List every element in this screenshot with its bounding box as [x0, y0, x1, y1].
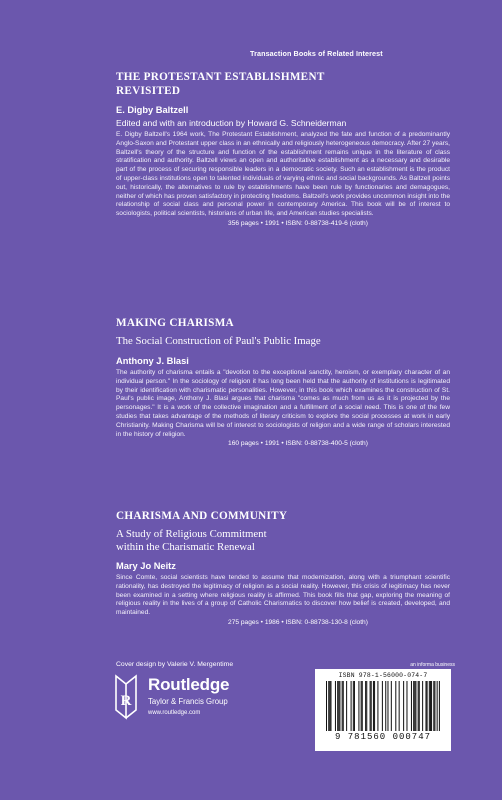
barcode-bar [335, 681, 336, 731]
barcode-bar [346, 681, 347, 731]
barcode-bar [433, 681, 434, 731]
barcode-bar [415, 681, 416, 731]
book-description: Since Comte, social scientists have tended to assume that modernization, along with a triumphant scientific rationality, has destroyed the legitimacy of religion as a social reality. However, this crisis of legitimacy has never been examined in a setting where religious reality is affirmed. This book fills that gap, exploring the meaning of religious reality in the lives of a group of Catholic Charismatics to discover how belief is created, developed, and maintained. [116, 574, 450, 617]
routledge-logo-icon [112, 674, 140, 722]
barcode-bar [419, 681, 420, 731]
book-subtitle-line: The Social Construction of Paul's Public Image [116, 335, 321, 347]
barcode-bar [371, 681, 372, 731]
publisher-logo [112, 670, 262, 730]
barcode-bar [434, 681, 435, 731]
barcode-bar [395, 681, 396, 731]
publisher-website: www.routledge.com [148, 710, 201, 716]
barcode-bar [370, 681, 371, 731]
book-subtitle-line: A Study of Religious Commitment [116, 528, 267, 540]
book-description: The authority of charisma entails a "devotion to the exceptional sanctity, heroism, or exemplary character of an individual person." In the sociology of religion it has long been held that the authority of institutions is legitimated by their identification with charismatic personalities. However, in this book which examines the construction of St. Paul's public image, Anthony J. Blasi argues that charisma "comes as much from us as it is projected by the personages." It is a work of the collective imagination and a fulfillment of a social need. This is one of the few studies that takes advantage of the methods of literary criticism to explore the social processes at work in early Christianity. Making Charisma will be of interest to sociologists of religion and a wide range of scholars interested in the history of religion. [116, 369, 450, 438]
barcode-bar [366, 681, 367, 731]
book-meta: 356 pages • 1991 • ISBN: 0-88738-419-6 (cloth) [228, 219, 368, 227]
book-author: E. Digby Baltzell [116, 105, 189, 115]
barcode [315, 669, 451, 751]
barcode-bar [391, 681, 392, 731]
barcode-bar [399, 681, 400, 731]
barcode-bar [342, 681, 343, 731]
barcode-label: an informa business [410, 662, 455, 668]
barcode-bar [328, 681, 329, 731]
barcode-block [315, 662, 455, 751]
barcode-bar [365, 681, 366, 731]
barcode-bar [431, 681, 432, 731]
barcode-bar [439, 681, 440, 731]
barcode-bar [353, 681, 354, 731]
barcode-bar [338, 681, 339, 731]
barcode-bar [374, 681, 375, 731]
book-subtitle-line: within the Charismatic Renewal [116, 541, 255, 553]
barcode-bar [413, 681, 414, 731]
book-title [116, 509, 450, 523]
logo-letter: R [120, 693, 132, 709]
barcode-bar [430, 681, 431, 731]
book-author: Mary Jo Neitz [116, 561, 176, 571]
barcode-bar [437, 681, 438, 731]
barcode-bars [324, 681, 442, 731]
barcode-bar [362, 681, 363, 731]
barcode-bar [385, 681, 386, 731]
barcode-bar [337, 681, 338, 731]
barcode-bar [377, 681, 378, 731]
barcode-bar [373, 681, 374, 731]
barcode-bar [339, 681, 340, 731]
barcode-bar [351, 681, 352, 731]
publisher-group: Taylor & Francis Group [148, 697, 228, 706]
book-description: E. Digby Baltzell's 1964 work, The Protestant Establishment, analyzed the fate and function of a predominantly Anglo-Saxon and Protestant upper class in an ethnically and religiously heterogeneous democracy. After 27 years, Baltzell's theory of the structure and function of the establishment remains unique in the literature of class stratification and authority. Baltzell views an open and authoritative establishment as a necessary and desirable part of the process of securing responsible leaders in a democratic society. Such an establishment is the product of upper-class institutions open to talented individuals of varying ethnic and social backgrounds. As Baltzell points out, historically, the alternatives to rule by establishments have been rule by functionaries and demagogues, neither of which has proven satisfactory in protecting freedoms. Baltzell's work provides uncommon insight into the relationship of social class and personal power in contemporary America. This book will be of interest to sociologists, political scientists, historians of urban life, and American studies specialists. [116, 131, 450, 218]
barcode-bar [358, 681, 359, 731]
book-title [116, 70, 450, 98]
barcode-bar [429, 681, 430, 731]
book-entry [116, 316, 450, 448]
cover-design-credit: Cover design by Valerie V. Mergentime [116, 661, 234, 668]
book-title-line: MAKING CHARISMA [116, 317, 234, 329]
barcode-bar [354, 681, 355, 731]
barcode-bar [422, 681, 423, 731]
book-title-line: THE PROTESTANT ESTABLISHMENT [116, 71, 325, 83]
barcode-bar [382, 681, 383, 731]
barcode-bar [425, 681, 426, 731]
book-meta: 275 pages • 1986 • ISBN: 0-88738-130-8 (cloth) [228, 618, 368, 626]
barcode-bar [387, 681, 388, 731]
book-title-line: REVISITED [116, 85, 181, 97]
barcode-bar [361, 681, 362, 731]
barcode-bar [329, 681, 330, 731]
publisher-name: Routledge [148, 675, 230, 694]
book-title [116, 316, 450, 330]
barcode-bar [427, 681, 428, 731]
book-entry [116, 70, 450, 228]
book-title-line: CHARISMA AND COMMUNITY [116, 510, 288, 522]
book-editor: Edited and with an introduction by Howard G. Schneiderman [116, 118, 347, 128]
barcode-bar [406, 681, 407, 731]
barcode-bar [414, 681, 415, 731]
barcode-bar [411, 681, 412, 731]
book-meta: 160 pages • 1991 • ISBN: 0-88738-400-5 (cloth) [228, 440, 368, 448]
barcode-bar [330, 681, 331, 731]
barcode-bar [326, 681, 327, 731]
book-entry [116, 509, 450, 627]
ean-number: 9 781560 000747 [334, 732, 431, 742]
barcode-bar [418, 681, 419, 731]
isbn-line: ISBN 978-1-56000-074-7 [338, 672, 428, 679]
book-subtitle [116, 335, 450, 348]
book-author: Anthony J. Blasi [116, 356, 189, 366]
barcode-bar [343, 681, 344, 731]
series-heading: Transaction Books of Related Interest [250, 49, 383, 58]
book-subtitle [116, 528, 450, 554]
barcode-bar [403, 681, 404, 731]
